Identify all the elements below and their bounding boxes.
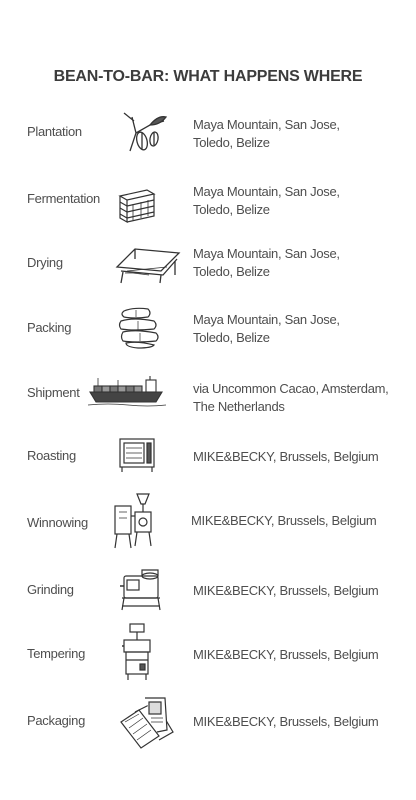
stage-label: Plantation xyxy=(27,124,82,139)
location-text: Maya Mountain, San Jose, Toledo, Belize xyxy=(193,246,340,279)
cargo-ship-icon xyxy=(88,376,166,408)
stage-label: Shipment xyxy=(27,385,80,400)
step-row-grinding xyxy=(0,562,416,622)
step-row-drying xyxy=(0,235,416,295)
step-row-plantation xyxy=(0,105,416,165)
step-row-winnowing xyxy=(0,492,416,552)
oven-icon xyxy=(117,436,157,474)
grinder-icon xyxy=(118,566,164,612)
location-text: MIKE&BECKY, Brussels, Belgium xyxy=(193,583,379,598)
drying-rack-icon xyxy=(113,245,183,285)
stage-label: Packaging xyxy=(27,713,86,728)
sacks-icon xyxy=(118,305,162,349)
tempering-machine-icon xyxy=(120,622,154,682)
fermentation-box-icon xyxy=(117,184,157,224)
location-text: via Uncommon Cacao, Amsterdam, The Netherlands xyxy=(193,381,389,414)
stage-label: Winnowing xyxy=(27,515,88,530)
stage-label: Fermentation xyxy=(27,191,100,206)
location-text: MIKE&BECKY, Brussels, Belgium xyxy=(193,714,379,729)
page-title: BEAN-TO-BAR: WHAT HAPPENS WHERE xyxy=(53,68,363,85)
location-text: MIKE&BECKY, Brussels, Belgium xyxy=(191,513,377,528)
step-row-fermentation xyxy=(0,172,416,232)
stage-label: Grinding xyxy=(27,582,74,597)
step-row-tempering xyxy=(0,622,416,682)
location-text: Maya Mountain, San Jose, Toledo, Belize xyxy=(193,117,340,150)
location-text: MIKE&BECKY, Brussels, Belgium xyxy=(193,647,379,662)
stage-label: Roasting xyxy=(27,448,76,463)
chocolate-bars-icon xyxy=(119,696,175,750)
stage-label: Packing xyxy=(27,320,72,335)
step-row-roasting xyxy=(0,428,416,488)
location-text: Maya Mountain, San Jose, Toledo, Belize xyxy=(193,312,340,345)
stage-label: Drying xyxy=(27,255,63,270)
location-text: Maya Mountain, San Jose, Toledo, Belize xyxy=(193,184,340,217)
step-row-shipment xyxy=(0,366,416,426)
winnower-icon xyxy=(111,492,155,550)
cacao-tree-icon xyxy=(120,111,168,153)
step-row-packing xyxy=(0,301,416,361)
step-row-packaging xyxy=(0,692,416,752)
location-text: MIKE&BECKY, Brussels, Belgium xyxy=(193,449,379,464)
stage-label: Tempering xyxy=(27,646,85,661)
